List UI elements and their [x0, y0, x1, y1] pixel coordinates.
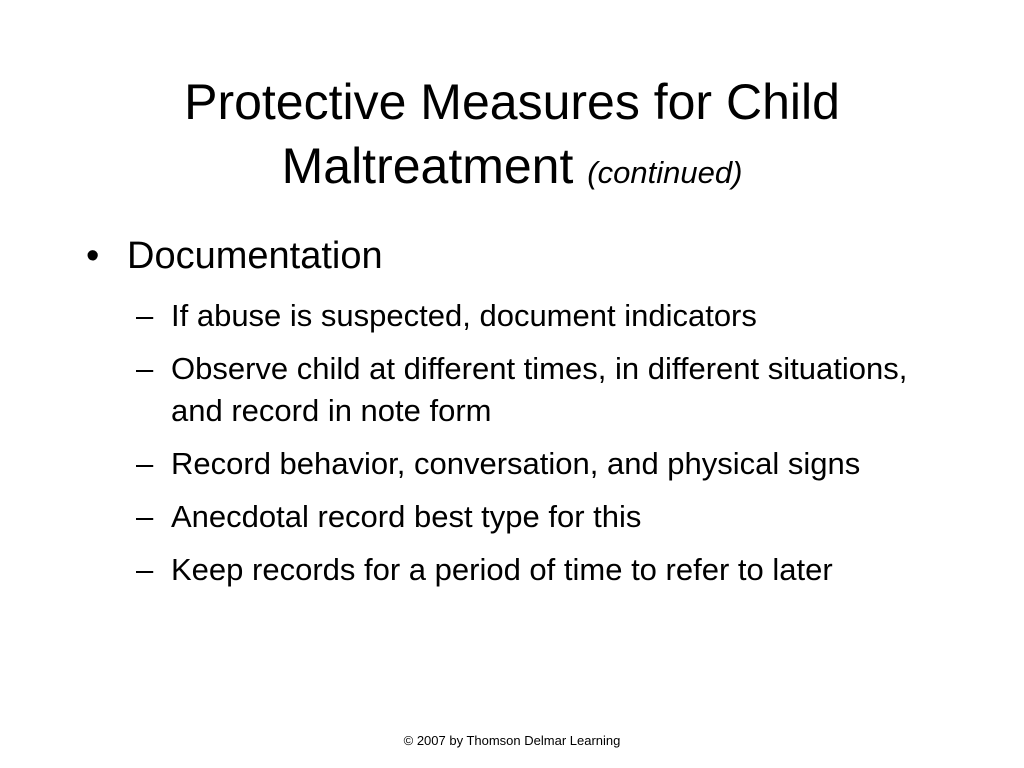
- sub-bullet-marker: –: [136, 552, 154, 587]
- sub-bullet-item: [136, 348, 966, 432]
- sub-bullet-text: Observe child at different times, in different situations, and record in note form: [171, 351, 908, 428]
- bullet-item: [86, 229, 966, 283]
- sub-bullet-item: [136, 549, 966, 591]
- slide-title: [60, 70, 964, 205]
- slide-title-line1: Protective Measures for Child: [184, 74, 840, 130]
- sub-bullet-item: [136, 496, 966, 538]
- sub-bullet-text: Anecdotal record best type for this: [171, 499, 642, 534]
- slide-title-suffix: (continued): [587, 155, 743, 190]
- sub-bullet-marker: –: [136, 446, 154, 481]
- sub-bullet-marker: –: [136, 351, 154, 386]
- copyright-footer: © 2007 by Thomson Delmar Learning: [403, 733, 621, 748]
- slide-body: [86, 229, 966, 602]
- bullet-marker: •: [86, 235, 100, 277]
- sub-bullet-item: [136, 443, 966, 485]
- bullet-label: Documentation: [127, 235, 383, 277]
- sub-bullet-text: Record behavior, conversation, and physical signs: [171, 446, 861, 481]
- sub-bullet-marker: –: [136, 298, 154, 333]
- slide-title-line2: Maltreatment: [281, 138, 574, 194]
- sub-bullet-item: [136, 295, 966, 337]
- sub-bullet-text: If abuse is suspected, document indicators: [171, 298, 757, 333]
- sub-bullet-text: Keep records for a period of time to refer to later: [171, 552, 833, 587]
- sub-bullet-marker: –: [136, 499, 154, 534]
- sub-bullet-list: [86, 295, 966, 591]
